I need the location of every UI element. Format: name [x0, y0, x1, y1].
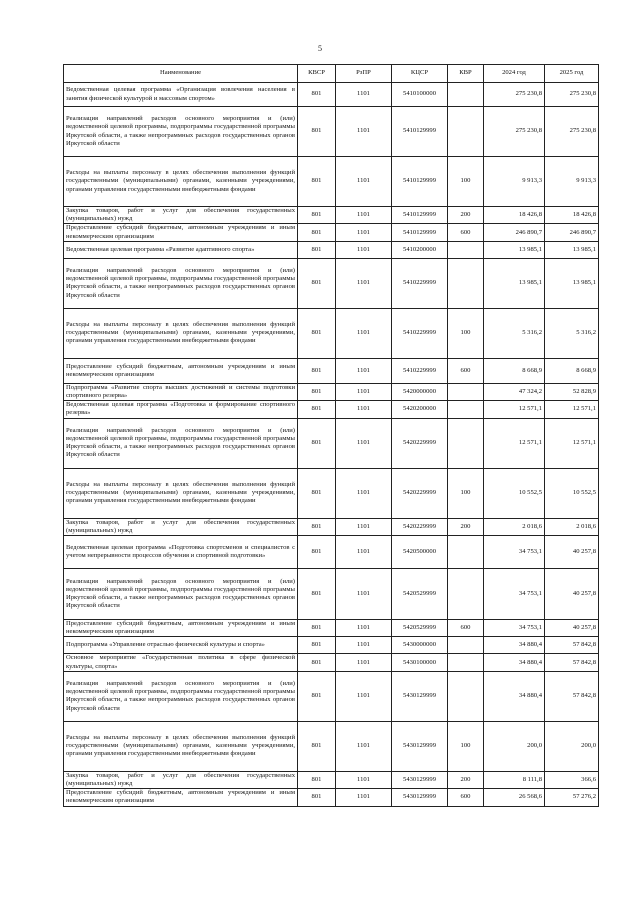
cell-kvr	[448, 671, 484, 721]
cell-kcsr: 5430100000	[392, 654, 448, 671]
cell-2025: 12 571,1	[545, 401, 599, 418]
cell-2024: 200,0	[484, 721, 545, 771]
cell-kvr	[448, 418, 484, 468]
cell-kvr	[448, 258, 484, 308]
cell-kvsr: 801	[298, 637, 336, 654]
cell-name: Расходы на выплаты персоналу в целях обеспечения выполнения функций государственными (муниципальными) органами, казенными учреждениями, органами управления государственными внебюджетными фондами	[64, 157, 298, 207]
cell-kvr	[448, 569, 484, 620]
table-row	[64, 383, 599, 400]
cell-2025: 52 828,9	[545, 383, 599, 400]
table-row	[64, 771, 599, 788]
cell-kcsr: 5410129999	[392, 224, 448, 241]
table-row	[64, 107, 599, 157]
cell-2025: 8 668,9	[545, 358, 599, 383]
table-row	[64, 258, 599, 308]
cell-kvr: 200	[448, 518, 484, 535]
cell-2025: 40 257,8	[545, 569, 599, 620]
cell-kvr: 600	[448, 789, 484, 806]
cell-2024: 34 753,1	[484, 536, 545, 569]
cell-2024: 34 880,4	[484, 671, 545, 721]
header-2025: 2025 год	[545, 65, 599, 83]
cell-rzpr: 1101	[336, 258, 392, 308]
budget-table	[63, 64, 599, 807]
cell-rzpr: 1101	[336, 308, 392, 358]
cell-rzpr: 1101	[336, 401, 392, 418]
cell-name: Предоставление субсидий бюджетным, автономным учреждениям и иным некоммерческим организациям	[64, 358, 298, 383]
cell-kvsr: 801	[298, 157, 336, 207]
cell-kcsr: 5430129999	[392, 721, 448, 771]
cell-kcsr: 5420529999	[392, 569, 448, 620]
cell-kvsr: 801	[298, 207, 336, 224]
table-row	[64, 789, 599, 806]
cell-kvsr: 801	[298, 107, 336, 157]
cell-name: Расходы на выплаты персоналу в целях обеспечения выполнения функций государственными (муниципальными) органами, казенными учреждениями, органами управления государственными внебюджетными фондами	[64, 308, 298, 358]
cell-kvr	[448, 107, 484, 157]
cell-rzpr: 1101	[336, 207, 392, 224]
table-row	[64, 620, 599, 637]
cell-kvr	[448, 383, 484, 400]
cell-name: Предоставление субсидий бюджетным, автономным учреждениям и иным некоммерческим организациям	[64, 789, 298, 806]
cell-kcsr: 5420229999	[392, 468, 448, 518]
cell-2025: 57 842,8	[545, 654, 599, 671]
table-row	[64, 308, 599, 358]
cell-rzpr: 1101	[336, 358, 392, 383]
header-kcsr: КЦСР	[392, 65, 448, 83]
cell-kvsr: 801	[298, 721, 336, 771]
cell-kvr	[448, 654, 484, 671]
cell-2024: 8 668,9	[484, 358, 545, 383]
cell-rzpr: 1101	[336, 789, 392, 806]
cell-kcsr: 5430000000	[392, 637, 448, 654]
cell-kvsr: 801	[298, 418, 336, 468]
cell-2025: 275 230,8	[545, 83, 599, 107]
cell-name: Расходы на выплаты персоналу в целях обеспечения выполнения функций государственными (муниципальными) органами, казенными учреждениями, органами управления государственными внебюджетными фондами	[64, 468, 298, 518]
cell-kvsr: 801	[298, 358, 336, 383]
cell-kcsr: 5410129999	[392, 207, 448, 224]
cell-kvr: 200	[448, 207, 484, 224]
cell-rzpr: 1101	[336, 241, 392, 258]
table-row	[64, 468, 599, 518]
cell-2025: 12 571,1	[545, 418, 599, 468]
cell-2025: 57 276,2	[545, 789, 599, 806]
cell-kcsr: 5420000000	[392, 383, 448, 400]
cell-name: Ведомственная целевая программа «Подготовка спортсменов и специалистов с учетом непрерывности процессов обучения и спортивной подготовки»	[64, 536, 298, 569]
cell-kvr	[448, 637, 484, 654]
cell-kvsr: 801	[298, 401, 336, 418]
cell-2024: 10 552,5	[484, 468, 545, 518]
cell-kcsr: 5420200000	[392, 401, 448, 418]
cell-kvsr: 801	[298, 83, 336, 107]
cell-2025: 5 316,2	[545, 308, 599, 358]
cell-kcsr: 5410200000	[392, 241, 448, 258]
cell-2024: 34 753,1	[484, 569, 545, 620]
cell-2025: 13 985,1	[545, 258, 599, 308]
cell-kcsr: 5410229999	[392, 258, 448, 308]
cell-name: Ведомственная целевая программа «Организация вовлечения населения в занятия физической культурой и массовым спортом»	[64, 83, 298, 107]
table-header-row	[64, 65, 599, 83]
cell-kvsr: 801	[298, 569, 336, 620]
cell-kvsr: 801	[298, 789, 336, 806]
cell-kvr: 100	[448, 721, 484, 771]
cell-2024: 12 571,1	[484, 418, 545, 468]
table-body	[64, 83, 599, 807]
table-row	[64, 569, 599, 620]
cell-2025: 9 913,3	[545, 157, 599, 207]
header-rzpr: РзПР	[336, 65, 392, 83]
cell-name: Закупка товаров, работ и услуг для обеспечения государственных (муниципальных) нужд	[64, 518, 298, 535]
cell-rzpr: 1101	[336, 620, 392, 637]
cell-name: Реализация направлений расходов основного мероприятия и (или) ведомственной целевой программы, подпрограммы государственной программы Иркутской области, а также непрограммных расходов государственных органов Иркутской области	[64, 258, 298, 308]
cell-2024: 13 985,1	[484, 241, 545, 258]
cell-kvsr: 801	[298, 518, 336, 535]
cell-kcsr: 5410129999	[392, 107, 448, 157]
cell-kvr	[448, 241, 484, 258]
cell-2024: 275 230,8	[484, 107, 545, 157]
cell-kvsr: 801	[298, 620, 336, 637]
cell-2025: 40 257,8	[545, 620, 599, 637]
cell-name: Закупка товаров, работ и услуг для обеспечения государственных (муниципальных) нужд	[64, 207, 298, 224]
cell-name: Основное мероприятие «Государственная политика в сфере физической культуры, спорта»	[64, 654, 298, 671]
cell-rzpr: 1101	[336, 157, 392, 207]
cell-kvr: 600	[448, 620, 484, 637]
cell-kvr: 100	[448, 308, 484, 358]
cell-rzpr: 1101	[336, 468, 392, 518]
cell-2024: 34 880,4	[484, 637, 545, 654]
cell-rzpr: 1101	[336, 518, 392, 535]
cell-kvr: 200	[448, 771, 484, 788]
cell-2024: 275 230,8	[484, 83, 545, 107]
cell-2024: 47 324,2	[484, 383, 545, 400]
cell-kcsr: 5430129999	[392, 771, 448, 788]
cell-kcsr: 5420529999	[392, 620, 448, 637]
cell-kcsr: 5410229999	[392, 308, 448, 358]
cell-name: Реализация направлений расходов основного мероприятия и (или) ведомственной целевой программы, подпрограммы государственной программы Иркутской области, а также непрограммных расходов государственных органов Иркутской области	[64, 107, 298, 157]
cell-rzpr: 1101	[336, 569, 392, 620]
cell-2024: 246 890,7	[484, 224, 545, 241]
table-row	[64, 418, 599, 468]
cell-kvr	[448, 401, 484, 418]
cell-name: Ведомственная целевая программа «Подготовка и формирование спортивного резерва»	[64, 401, 298, 418]
cell-name: Ведомственная целевая программа «Развитие адаптивного спорта»	[64, 241, 298, 258]
cell-name: Подпрограмма «Управление отраслью физической культуры и спорта»	[64, 637, 298, 654]
cell-kvr: 600	[448, 224, 484, 241]
cell-kvsr: 801	[298, 536, 336, 569]
cell-name: Закупка товаров, работ и услуг для обеспечения государственных (муниципальных) нужд	[64, 771, 298, 788]
cell-kcsr: 5420229999	[392, 518, 448, 535]
table-row	[64, 536, 599, 569]
cell-kcsr: 5410229999	[392, 358, 448, 383]
cell-rzpr: 1101	[336, 418, 392, 468]
cell-rzpr: 1101	[336, 83, 392, 107]
header-kvsr: КВСР	[298, 65, 336, 83]
cell-kvr: 100	[448, 157, 484, 207]
cell-name: Реализация направлений расходов основного мероприятия и (или) ведомственной целевой программы, подпрограммы государственной программы Иркутской области, а также непрограммных расходов государственных органов Иркутской области	[64, 418, 298, 468]
cell-kvr: 600	[448, 358, 484, 383]
table-row	[64, 401, 599, 418]
cell-kcsr: 5410129999	[392, 157, 448, 207]
cell-2024: 34 753,1	[484, 620, 545, 637]
cell-2025: 18 426,8	[545, 207, 599, 224]
table-row	[64, 637, 599, 654]
cell-2025: 246 890,7	[545, 224, 599, 241]
cell-2025: 10 552,5	[545, 468, 599, 518]
table-row	[64, 671, 599, 721]
cell-kcsr: 5420229999	[392, 418, 448, 468]
page-number: 5	[318, 44, 322, 53]
header-name: Наименование	[64, 65, 298, 83]
cell-kvsr: 801	[298, 258, 336, 308]
cell-kvsr: 801	[298, 383, 336, 400]
cell-name: Реализация направлений расходов основного мероприятия и (или) ведомственной целевой программы, подпрограммы государственной программы Иркутской области, а также непрограммных расходов государственных органов Иркутской области	[64, 569, 298, 620]
cell-kvr	[448, 83, 484, 107]
cell-2025: 275 230,8	[545, 107, 599, 157]
cell-kvsr: 801	[298, 224, 336, 241]
cell-2024: 2 018,6	[484, 518, 545, 535]
cell-kcsr: 5410100000	[392, 83, 448, 107]
cell-kcsr: 5430129999	[392, 789, 448, 806]
cell-2024: 13 985,1	[484, 258, 545, 308]
table-row	[64, 358, 599, 383]
cell-kvsr: 801	[298, 654, 336, 671]
table-row	[64, 518, 599, 535]
cell-rzpr: 1101	[336, 771, 392, 788]
cell-name: Реализация направлений расходов основного мероприятия и (или) ведомственной целевой программы, подпрограммы государственной программы Иркутской области, а также непрограммных расходов государственных органов Иркутской области	[64, 671, 298, 721]
cell-kcsr: 5430129999	[392, 671, 448, 721]
table-row	[64, 83, 599, 107]
cell-name: Подпрограмма «Развитие спорта высших достижений и системы подготовки спортивного резерва»	[64, 383, 298, 400]
cell-kvsr: 801	[298, 241, 336, 258]
cell-rzpr: 1101	[336, 637, 392, 654]
cell-rzpr: 1101	[336, 721, 392, 771]
cell-kvsr: 801	[298, 671, 336, 721]
cell-2024: 8 111,8	[484, 771, 545, 788]
cell-rzpr: 1101	[336, 536, 392, 569]
cell-2025: 2 018,6	[545, 518, 599, 535]
cell-kvsr: 801	[298, 468, 336, 518]
header-kvr: КВР	[448, 65, 484, 83]
cell-rzpr: 1101	[336, 383, 392, 400]
cell-name: Предоставление субсидий бюджетным, автономным учреждениям и иным некоммерческим организациям	[64, 620, 298, 637]
table-row	[64, 224, 599, 241]
cell-2024: 9 913,3	[484, 157, 545, 207]
cell-kvsr: 801	[298, 771, 336, 788]
cell-kcsr: 5420500000	[392, 536, 448, 569]
cell-name: Предоставление субсидий бюджетным, автономным учреждениям и иным некоммерческим организациям	[64, 224, 298, 241]
table-row	[64, 241, 599, 258]
cell-2024: 12 571,1	[484, 401, 545, 418]
cell-2024: 26 568,6	[484, 789, 545, 806]
cell-kvsr: 801	[298, 308, 336, 358]
cell-rzpr: 1101	[336, 654, 392, 671]
cell-rzpr: 1101	[336, 224, 392, 241]
cell-2025: 366,6	[545, 771, 599, 788]
cell-2025: 57 842,8	[545, 637, 599, 654]
header-2024: 2024 год	[484, 65, 545, 83]
cell-2024: 18 426,8	[484, 207, 545, 224]
table-row	[64, 721, 599, 771]
cell-2024: 34 880,4	[484, 654, 545, 671]
cell-2025: 57 842,8	[545, 671, 599, 721]
cell-2024: 5 316,2	[484, 308, 545, 358]
cell-rzpr: 1101	[336, 671, 392, 721]
table-row	[64, 157, 599, 207]
cell-2025: 40 257,8	[545, 536, 599, 569]
table-row	[64, 207, 599, 224]
cell-2025: 200,0	[545, 721, 599, 771]
cell-rzpr: 1101	[336, 107, 392, 157]
cell-name: Расходы на выплаты персоналу в целях обеспечения выполнения функций государственными (муниципальными) органами, казенными учреждениями, органами управления государственными внебюджетными фондами	[64, 721, 298, 771]
cell-kvr	[448, 536, 484, 569]
table-row	[64, 654, 599, 671]
cell-2025: 13 985,1	[545, 241, 599, 258]
cell-kvr: 100	[448, 468, 484, 518]
